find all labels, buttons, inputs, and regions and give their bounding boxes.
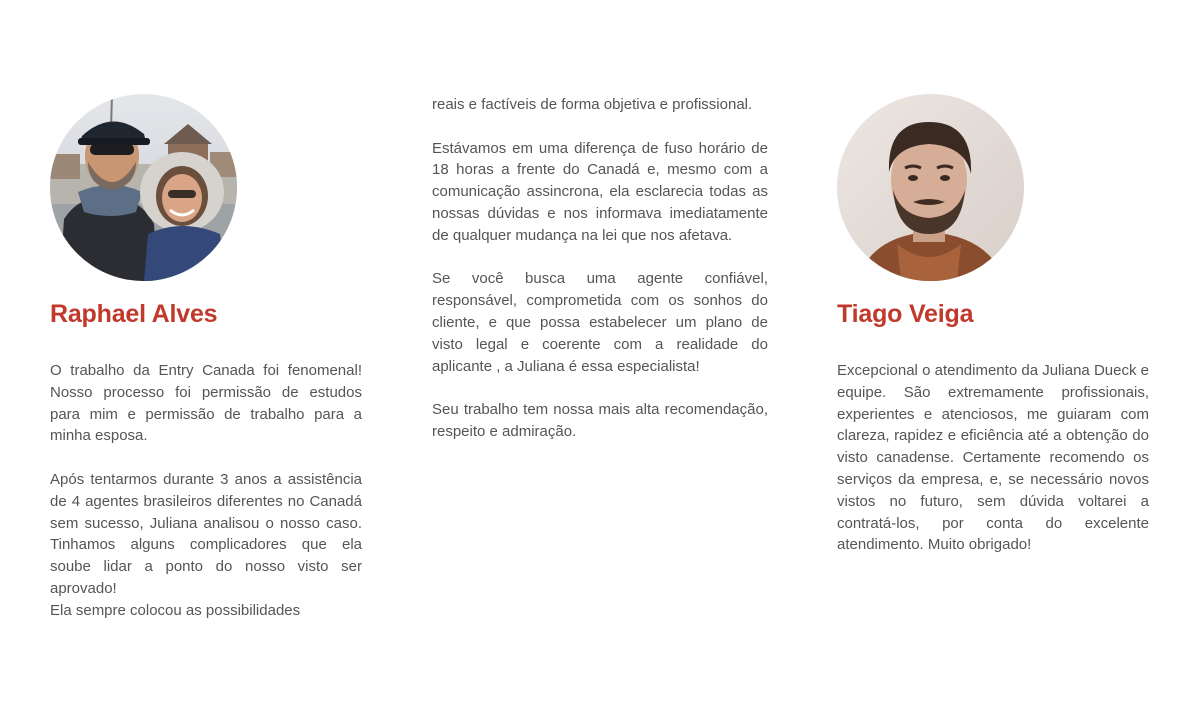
testimonial-paragraph: O trabalho da Entry Canada foi fenomenal! Nosso processo foi permissão de estudos para mim e permissão de trabalho para a minha esposa. xyxy=(50,362,362,445)
couple-photo-icon xyxy=(50,94,237,281)
testimonial-paragraph: reais e factíveis de forma objetiva e profissional. xyxy=(432,96,753,113)
testimonial-text xyxy=(432,94,768,443)
testimonial-paragraph: Seu trabalho tem nossa mais alta recomendação, respeito e admiração. xyxy=(432,401,768,440)
testimonial-text xyxy=(837,360,1149,556)
testimonial-name: Raphael Alves xyxy=(50,300,218,328)
testimonial-paragraph-text: Após tentarmos durante 3 anos a assistência de 4 agentes brasileiros diferentes no Canadá sem sucesso, Juliana analisou o nosso caso. Tinhamos alguns complicadores que ela soube lidar a ponto do nosso visto ser aprovado! xyxy=(50,470,362,597)
testimonial-text xyxy=(50,360,362,622)
testimonial-paragraph: Excepcional o atendimento da Juliana Dueck e equipe. São extremamente profissionais, experientes e atenciosos, me guiaram com clareza, rapidez e eficiência até a obtenção do visto canadense. Certamente recomendo os serviços da empresa, e, se necessário novos vistos no futuro, sem dúvida voltarei a contratá-los, por conta do excelente atendimento. Muito obrigado! xyxy=(837,362,1149,554)
testimonial-paragraph: Ela sempre colocou as possibilidades xyxy=(50,601,301,619)
testimonial-paragraph xyxy=(50,469,362,600)
tiago-photo xyxy=(837,94,1024,281)
testimonial-name: Tiago Veiga xyxy=(837,300,974,328)
raphael-photo xyxy=(50,94,237,281)
man-portrait-photo-icon xyxy=(837,94,1024,281)
testimonial-paragraph: Se você busca uma agente confiável, responsável, comprometida com os sonhos do cliente, e que possa estabelecer um plano de visto legal e coerente com a realidade do aplicante , a Juliana é essa especialista! xyxy=(432,270,768,375)
testimonial-paragraph: Estávamos em uma diferença de fuso horário de 18 horas a frente do Canadá e, mesmo com a comunicação assincrona, ela esclarecia todas as nossas dúvidas e nos informava imediatamente de qualquer mudança na lei que nos afetava. xyxy=(432,139,768,244)
